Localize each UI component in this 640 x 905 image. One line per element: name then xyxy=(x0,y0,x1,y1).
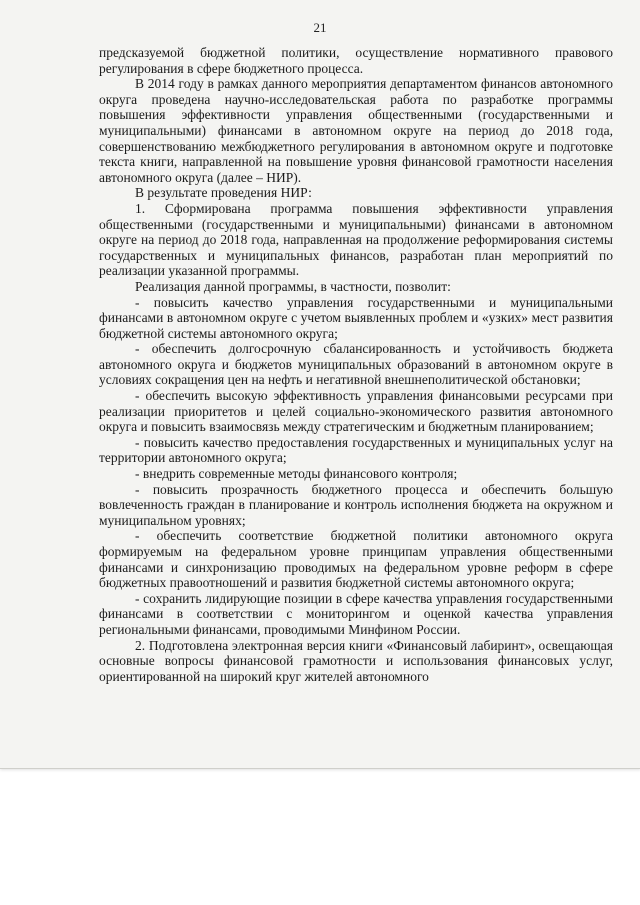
paragraph: В 2014 году в рамках данного мероприятия департаментом финансов автономного округа проведена научно-исследовательская работа по разработке программы повышения эффективности управления общественными (государственными и муниципальными) финансами в автономном округе на период до 2018 года, совершенствованию межбюджетного регулирования в автономном округе и подготовке текста книги, направленной на повышение уровня финансовой грамотности населения автономного округа (далее – НИР). xyxy=(99,76,613,185)
list-item: - обеспечить высокую эффективность управления финансовыми ресурсами при реализации приоритетов и целей социально-экономического развития автономного округа и повысить взаимосвязь между стратегическим и бюджетным планированием; xyxy=(99,388,613,435)
list-item: - повысить качество управления государственными и муниципальными финансами в автономном округе с учетом выявленных проблем и «узких» мест развития бюджетной системы автономного округа; xyxy=(99,294,613,341)
paragraph: предсказуемой бюджетной политики, осуществление нормативного правового регулирования в сфере бюджетного процесса. xyxy=(99,45,613,76)
list-item: - сохранить лидирующие позиции в сфере качества управления государственными финансами в соответствии с мониторингом и оценкой качества управления региональными финансами, проводимыми Минфином России. xyxy=(99,590,613,637)
list-item: - повысить прозрачность бюджетного процесса и обеспечить большую вовлеченность граждан в планирование и контроль исполнения бюджета на окружном и муниципальном уровнях; xyxy=(99,481,613,528)
list-item: - повысить качество предоставления государственных и муниципальных услуг на территории автономного округа; xyxy=(99,434,613,466)
paragraph: 2. Подготовлена электронная версия книги «Финансовый лабиринт», освещающая основные вопросы финансовой грамотности и использования финансовых услуг, ориентированной на широкий круг жителей автономного xyxy=(99,637,613,684)
list-item: - внедрить современные методы финансового контроля; xyxy=(135,466,458,482)
paragraph: В результате проведения НИР: xyxy=(135,185,312,201)
paragraph: Реализация данной программы, в частности, позволит: xyxy=(135,278,451,294)
paragraph: 1. Сформирована программа повышения эффективности управления общественными (государственными и муниципальными) финансами в автономном округе на период до 2018 года, направленная на продолжение реформирования системы государственных и муниципальных финансов, разработан план мероприятий по реализации указанной программы. xyxy=(99,200,613,279)
list-item: - обеспечить соответствие бюджетной политики автономного округа формируемым на федеральном уровне принципам управления общественными финансами и синхронизацию проводимых на федеральном уровне реформ в сфере бюджетных правоотношений и развития бюджетной системы автономного округа; xyxy=(99,528,613,591)
list-item: - обеспечить долгосрочную сбалансированность и устойчивость бюджета автономного округа и бюджетов муниципальных образований в автономном округе в условиях сокращения цен на нефть и негативной внешнеполитической обстановки; xyxy=(99,341,613,388)
page-number: 21 xyxy=(313,20,327,35)
document-body xyxy=(99,45,613,684)
